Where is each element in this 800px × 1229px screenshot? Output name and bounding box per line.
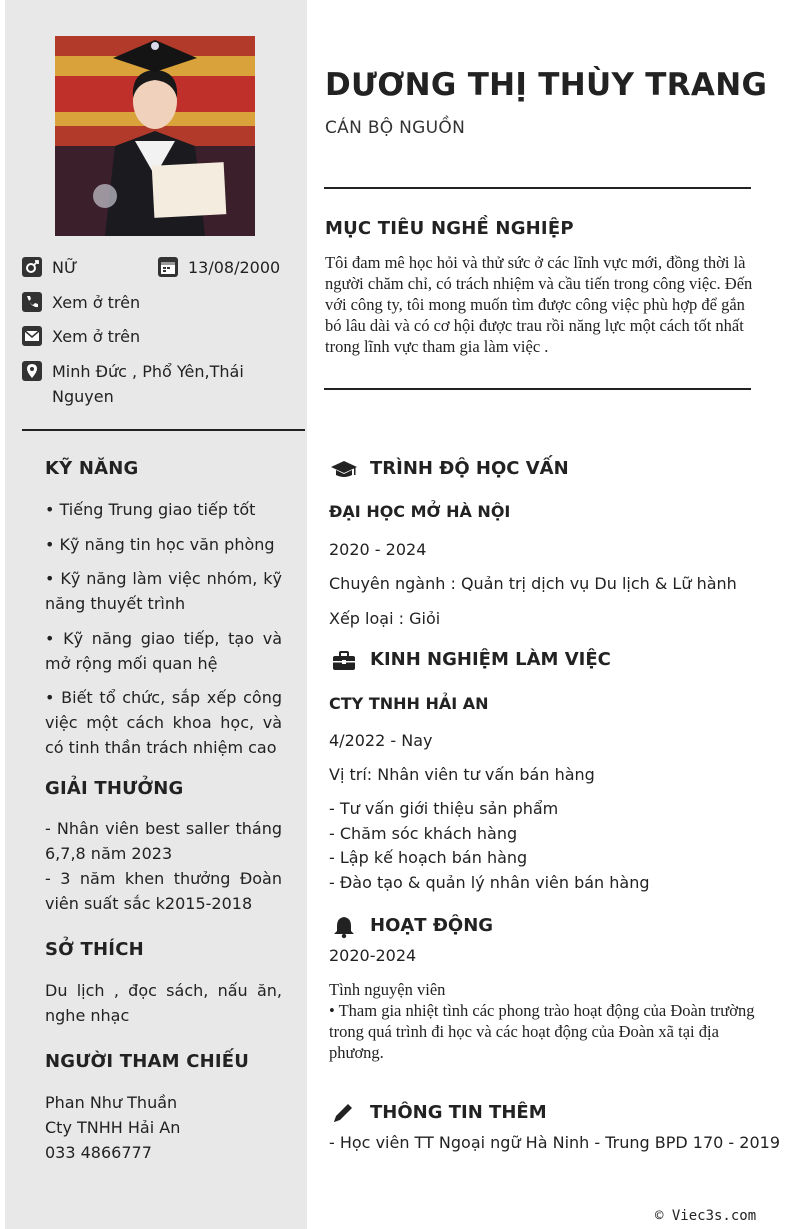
education-period: 2020 - 2024: [329, 540, 427, 559]
header-divider-top: [324, 187, 751, 189]
education-grade: Xếp loại : Giỏi: [329, 609, 441, 628]
envelope-icon: [22, 326, 42, 346]
footer-watermark: © Viec3s.com: [655, 1208, 757, 1224]
duty-item: - Lập kế hoạch bán hàng: [329, 848, 528, 868]
header-divider-bottom: [324, 388, 751, 390]
gender-icon: [22, 257, 42, 277]
calendar-icon: [158, 257, 178, 277]
awards-list: [45, 816, 282, 916]
education-major: Chuyên ngành : Quản trị dịch vụ Du lịch & Lữ hành: [329, 574, 737, 593]
education-heading: TRÌNH ĐỘ HỌC VẤN: [370, 458, 569, 479]
phone-icon: [22, 292, 42, 312]
duty-item: - Chăm sóc khách hàng: [329, 823, 518, 843]
duty-item: - Đào tạo & quản lý nhân viên bán hàng: [329, 873, 650, 893]
briefcase-icon: [330, 649, 358, 673]
location-pin-icon: [22, 361, 42, 381]
duty-list: [329, 797, 650, 896]
skill-item: • Biết tổ chức, sắp xếp công việc một cách khoa học, và có tinh thần trách nhiệm cao: [45, 688, 282, 757]
skills-heading: KỸ NĂNG: [45, 458, 139, 479]
bell-icon: [330, 915, 358, 939]
skill-item: • Kỹ năng giao tiếp, tạo và mở rộng mối quan hệ: [45, 628, 282, 673]
hobbies-heading: SỞ THÍCH: [45, 939, 144, 960]
activities-details: [329, 979, 759, 1063]
activities-period: 2020-2024: [329, 946, 417, 965]
additional-text: - Học viên TT Ngoại ngữ Hà Ninh - Trung BPD 170 - 2019: [329, 1133, 780, 1152]
objective-text: Tôi đam mê học hỏi và thử sức ở các lĩnh vực mới, đồng thời là người chăm chỉ, có trách nhiệm và cầu tiến trong công việc. Đến với công ty, tôi mong muốn tìm được công việc phù hợp để gắn bó lâu dài và có cơ hội được trau rồi năng lực một cách tốt nhất trong lĩnh vực tham gia làm việc .: [325, 253, 753, 356]
skill-item: • Kỹ năng làm việc nhóm, kỹ năng thuyết trình: [45, 569, 282, 613]
experience-heading: KINH NGHIỆM LÀM VIỆC: [370, 649, 611, 670]
candidate-name: DƯƠNG THỊ THÙY TRANG: [325, 67, 768, 103]
gender-text: NỮ: [52, 258, 78, 277]
company-name: CTY TNHH HẢI AN: [329, 694, 489, 713]
activities-role: Tình nguyện viên: [329, 980, 446, 999]
hobbies-text: Du lịch , đọc sách, nấu ăn, nghe nhạc: [45, 981, 282, 1025]
phone-text: Xem ở trên: [52, 293, 141, 312]
profile-photo: [55, 36, 255, 236]
address-text: Minh Đức , Phổ Yên,Thái Nguyen: [52, 362, 244, 406]
references-heading: NGƯỜI THAM CHIẾU: [45, 1051, 250, 1072]
awards-heading: GIẢI THƯỞNG: [45, 778, 184, 799]
award-item: - Nhân viên best saller tháng 6,7,8 năm 2023: [45, 819, 282, 863]
additional-heading: THÔNG TIN THÊM: [370, 1102, 547, 1123]
experience-position: Vị trí: Nhân viên tư vấn bán hàng: [329, 765, 595, 784]
skill-item: • Kỹ năng tin học văn phòng: [45, 534, 275, 554]
pencil-icon: [330, 1102, 358, 1126]
experience-period: 4/2022 - Nay: [329, 731, 433, 750]
sidebar-divider: [22, 429, 305, 431]
skill-item: • Tiếng Trung giao tiếp tốt: [45, 500, 256, 519]
reference-company: Cty TNHH Hải An: [45, 1118, 181, 1137]
email-text: Xem ở trên: [52, 327, 141, 346]
activities-text: • Tham gia nhiệt tình các phong trào hoạt động của Đoàn trường trong quá trình đi học và các hoạt động của Đoàn xã tại địa phương.: [329, 1001, 755, 1062]
reference-name: Phan Như Thuần: [45, 1093, 178, 1112]
skills-list: [45, 497, 282, 760]
job-title: CÁN BỘ NGUỒN: [325, 118, 466, 138]
graduation-cap-icon: [330, 458, 358, 482]
reference-phone: 033 4866777: [45, 1143, 152, 1162]
duty-item: - Tư vấn giới thiệu sản phẩm: [329, 799, 559, 818]
birthdate-text: 13/08/2000: [188, 258, 281, 277]
award-item: - 3 năm khen thưởng Đoàn viên suất sắc k2015-2018: [45, 869, 282, 913]
school-name: ĐẠI HỌC MỞ HÀ NỘI: [329, 502, 511, 521]
objective-heading: MỤC TIÊU NGHỀ NGHIỆP: [325, 218, 574, 239]
reference-details: [45, 1090, 282, 1165]
activities-heading: HOẠT ĐỘNG: [370, 915, 494, 936]
